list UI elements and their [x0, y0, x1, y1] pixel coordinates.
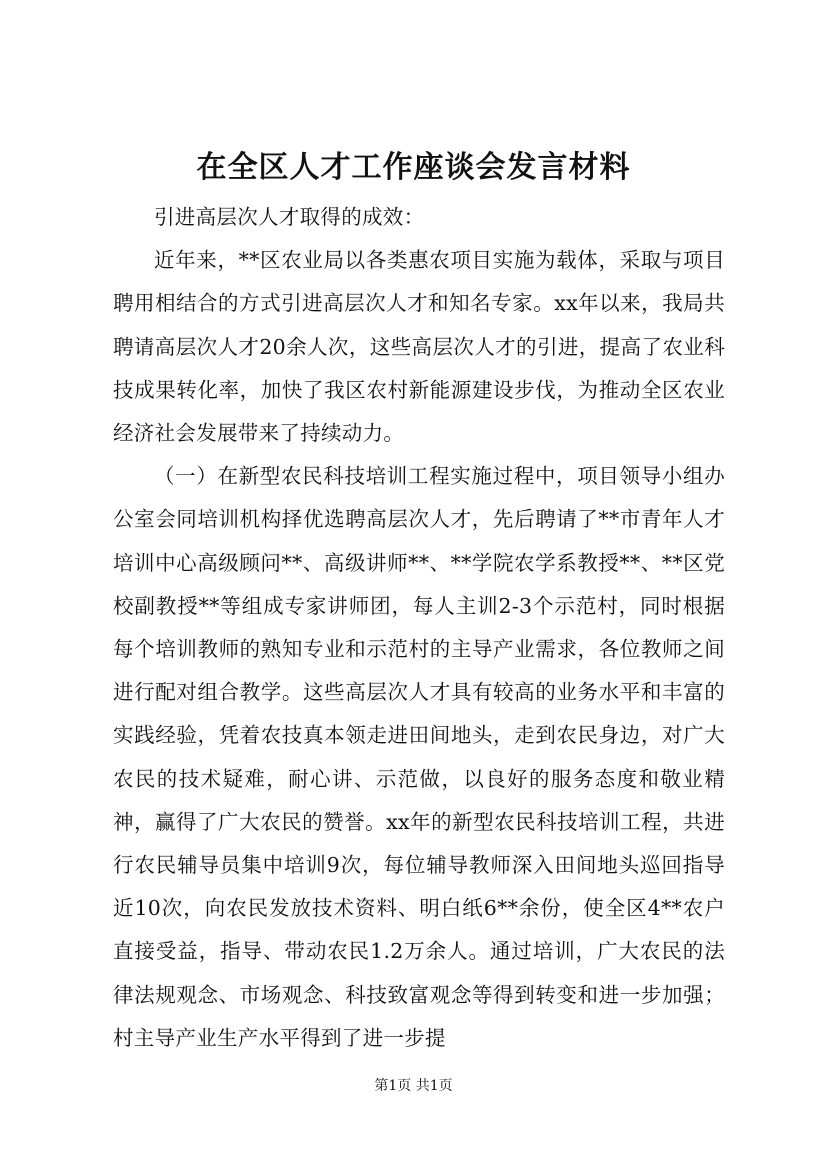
page-footer: 第1页 共1页 [374, 1078, 453, 1094]
section-heading: 引进高层次人才取得的成效： [154, 205, 425, 229]
page-title: 在全区人才工作座谈会发言材料 [196, 150, 631, 185]
paragraph-intro: 近年来，**区农业局以各类惠农项目实施为载体，采取与项目聘用相结合的方式引进高层次人才和知名专家。xx年以来，我局共聘请高层次人才20余人次，这些高层次人才的引进，提高了农业科技成果转化率，加快了我区农村新能源建设步伐，为推动全区农业经济社会发展带来了持续动力。 [113, 248, 725, 446]
document-body [113, 196, 725, 1060]
paragraph-training: （一）在新型农民科技培训工程实施过程中，项目领导小组办公室会同培训机构择优选聘高层次人才，先后聘请了**市青年人才培训中心高级顾问**、高级讲师**、**学院农学系教授**、**区党校副教授**等组成专家讲师团，每人主训2-3个示范村，同时根据每个培训教师的熟知专业和示范村的主导产业需求，各位教师之间进行配对组合教学。这些高层次人才具有较高的业务水平和丰富的实践经验，凭着农技真本领走进田间地头，走到农民身边，对广大农民的技术疑难，耐心讲、示范做，以良好的服务态度和敬业精神，赢得了广大农民的赞誉。xx年的新型农民科技培训工程，共进行农民辅导员集中培训9次，每位辅导教师深入田间地头巡回指导近10次，向农民发放技术资料、明白纸6**余份，使全区4**农户直接受益，指导、带动农民1.2万余人。通过培训，广大农民的法律法规观念、市场观念、科技致富观念等得到转变和进一步加强；村主导产业生产水平得到了进一步提 [113, 464, 725, 1050]
